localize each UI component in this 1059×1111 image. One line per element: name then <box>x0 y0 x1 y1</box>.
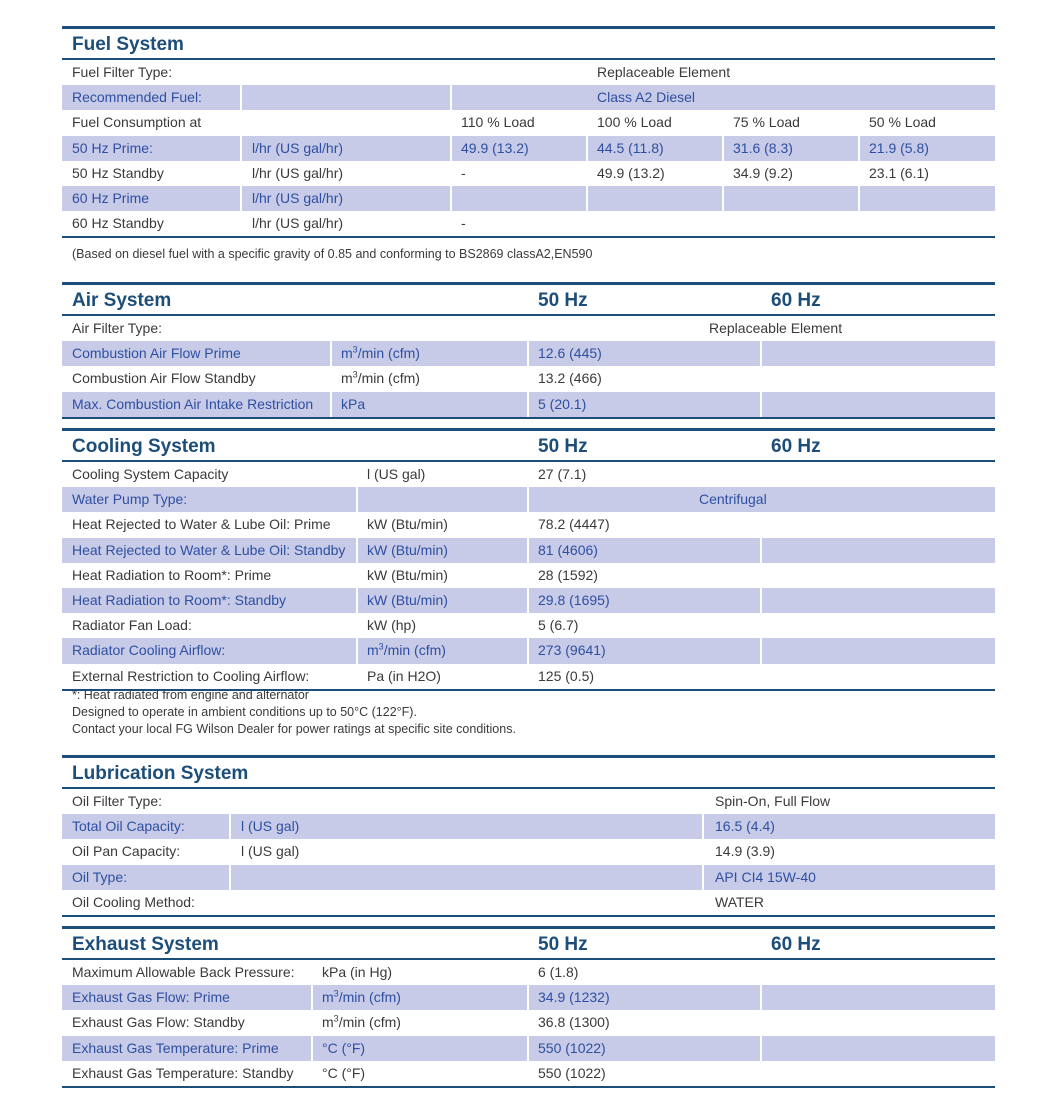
row-label: Total Oil Capacity: <box>72 818 185 835</box>
heat-rejected-standby-row <box>62 538 995 563</box>
value-50hz: 28 (1592) <box>538 566 598 583</box>
lubrication-system-title: Lubrication System <box>72 763 249 784</box>
value-50hz: 5 (20.1) <box>538 395 587 412</box>
value-75: 34.9 (9.2) <box>733 164 793 181</box>
row-unit: l (US gal) <box>367 466 426 482</box>
value-110: - <box>461 215 466 232</box>
cooling-50hz-header: 50 Hz <box>538 436 588 457</box>
row-label: Oil Cooling Method: <box>72 893 195 910</box>
row-label: Heat Rejected to Water & Lube Oil: Standby <box>72 541 346 558</box>
row-label: Heat Radiation to Room*: Standby <box>72 591 287 608</box>
fuel-filter-label: Fuel Filter Type: <box>72 64 173 80</box>
value-50hz: 36.8 (1300) <box>538 1014 610 1031</box>
load-110-header: 110 % Load <box>461 114 535 131</box>
load-50-header: 50 % Load <box>869 114 936 131</box>
recommended-fuel-value: Class A2 Diesel <box>597 89 696 106</box>
value-50: 23.1 (6.1) <box>869 164 929 181</box>
value-50hz: 125 (0.5) <box>538 667 595 684</box>
oil-type-row <box>62 865 995 890</box>
row-label: Maximum Allowable Back Pressure: <box>72 964 295 980</box>
value-100: 44.5 (11.8) <box>597 139 664 156</box>
row-unit: $m^3/\min$ (cfm) <box>322 988 401 1006</box>
row-unit: kW (hp) <box>367 617 416 634</box>
cooling-system-section <box>62 428 995 691</box>
row-label: External Restriction to Cooling Airflow: <box>72 667 310 684</box>
air-60hz-header: 60 Hz <box>771 290 821 311</box>
air-filter-value: Replaceable Element <box>709 320 843 336</box>
total-oil-capacity-row <box>62 814 995 839</box>
row-unit: kW (Btu/min) <box>367 516 448 533</box>
row-label: Cooling System Capacity <box>72 466 229 482</box>
air-flow-standby-row <box>62 366 995 391</box>
row-unit: kPa (in Hg) <box>322 964 393 980</box>
value-110: 49.9 (13.2) <box>461 139 529 156</box>
value-50hz: 273 (9641) <box>538 642 606 659</box>
row-label: Heat Radiation to Room*: Prime <box>72 566 272 583</box>
exhaust-system-header <box>62 926 995 960</box>
row-label: Max. Combustion Air Intake Restriction <box>72 395 314 412</box>
fuel-60hz-prime-row <box>62 186 995 211</box>
row-unit: l (US gal) <box>241 818 300 835</box>
value-100: 49.9 (13.2) <box>597 164 665 181</box>
radiator-airflow-row <box>62 638 995 663</box>
value-50hz: 550 (1022) <box>538 1039 606 1056</box>
row-label: Water Pump Type: <box>72 491 188 508</box>
cooling-system-title: Cooling System <box>72 436 216 457</box>
heat-radiation-standby-row <box>62 588 995 613</box>
fuel-consumption-label: Fuel Consumption at <box>72 114 202 131</box>
value-50hz: 12.6 (445) <box>538 345 602 362</box>
exhaust-flow-standby-row <box>62 1010 995 1035</box>
row-value: WATER <box>715 893 764 910</box>
fuel-filter-value: Replaceable Element <box>597 64 731 80</box>
exhaust-temp-standby-row <box>62 1061 995 1086</box>
external-restriction-row <box>62 664 995 689</box>
value-50hz: 550 (1022) <box>538 1064 606 1081</box>
fuel-system-header <box>62 26 995 60</box>
pump-value: Centrifugal <box>699 491 767 508</box>
row-unit: Pa (in H2O) <box>367 667 441 684</box>
value-110: - <box>461 164 466 181</box>
exhaust-flow-prime-row <box>62 985 995 1010</box>
row-label: Oil Filter Type: <box>72 793 162 809</box>
row-unit: kW (Btu/min) <box>367 566 448 583</box>
row-value: 16.5 (4.4) <box>715 818 775 835</box>
air-flow-prime-row <box>62 341 995 366</box>
air-filter-label: Air Filter Type: <box>72 320 162 336</box>
air-restriction-row <box>62 392 995 417</box>
row-unit: kW (Btu/min) <box>367 541 448 558</box>
fuel-consumption-header-row <box>62 110 995 135</box>
row-label: 50 Hz Standby <box>72 164 164 181</box>
load-75-header: 75 % Load <box>733 114 800 131</box>
row-unit: l (US gal) <box>241 843 300 860</box>
cooling-60hz-header: 60 Hz <box>771 436 821 457</box>
lubrication-system-section <box>62 755 995 917</box>
exhaust-system-title: Exhaust System <box>72 934 219 955</box>
row-label: Oil Type: <box>72 868 127 885</box>
fuel-60hz-standby-row <box>62 211 995 236</box>
fuel-50hz-prime-row <box>62 136 995 161</box>
row-unit: $m^3/\min$ (cfm) <box>341 344 420 362</box>
row-unit: kW (Btu/min) <box>367 591 448 608</box>
cooling-system-header <box>62 428 995 462</box>
row-unit: °C (°F) <box>322 1064 366 1081</box>
value-50hz: 29.8 (1695) <box>538 591 610 608</box>
load-100-header: 100 % Load <box>597 114 672 131</box>
oil-cooling-row <box>62 890 995 915</box>
lubrication-system-header <box>62 755 995 789</box>
row-label: Exhaust Gas Flow: Standby <box>72 1014 245 1031</box>
air-system-header <box>62 282 995 316</box>
recommended-fuel-row <box>62 85 995 110</box>
row-value: API CI4 15W-40 <box>715 868 816 885</box>
row-label: Combustion Air Flow Standby <box>72 370 256 387</box>
row-unit: kPa <box>341 395 366 412</box>
row-unit: $m^3/\min$ (cfm) <box>341 369 420 387</box>
heat-radiation-prime-row <box>62 563 995 588</box>
row-label: Exhaust Gas Temperature: Prime <box>72 1039 279 1056</box>
row-unit: l/hr (US gal/hr) <box>252 139 344 156</box>
radiator-fan-load-row <box>62 613 995 638</box>
value-50hz: 78.2 (4447) <box>538 516 610 533</box>
fuel-system-section <box>62 26 995 238</box>
back-pressure-row <box>62 960 995 985</box>
cooling-note-1: *: Heat radiated from engine and alternator <box>72 688 309 702</box>
value-50hz: 27 (7.1) <box>538 466 587 482</box>
row-label: Radiator Fan Load: <box>72 617 192 634</box>
row-label: 60 Hz Prime <box>72 189 150 206</box>
row-label: Heat Rejected to Water & Lube Oil: Prime <box>72 516 331 533</box>
row-label: Combustion Air Flow Prime <box>72 345 241 362</box>
heat-rejected-prime-row <box>62 512 995 537</box>
row-unit: $m^3/\min$ (cfm) <box>322 1013 401 1031</box>
air-system-section <box>62 282 995 419</box>
value-50hz: 81 (4606) <box>538 541 598 558</box>
oil-filter-value: Spin-On, Full Flow <box>715 793 831 809</box>
cooling-note-2: Designed to operate in ambient conditions up to 50°C (122°F). <box>72 705 417 719</box>
row-label: Oil Pan Capacity: <box>72 843 181 860</box>
row-label: Exhaust Gas Flow: Prime <box>72 989 230 1006</box>
value-50hz: 6 (1.8) <box>538 964 579 980</box>
recommended-fuel-label: Recommended Fuel: <box>72 89 202 106</box>
air-50hz-header: 50 Hz <box>538 290 588 311</box>
row-unit: l/hr (US gal/hr) <box>252 215 344 232</box>
exhaust-system-section <box>62 926 995 1088</box>
fuel-system-title: Fuel System <box>72 34 184 55</box>
value-50hz: 13.2 (466) <box>538 370 602 387</box>
value-50hz: 5 (6.7) <box>538 617 579 634</box>
air-filter-row <box>62 316 995 341</box>
row-label: 50 Hz Prime: <box>72 139 153 156</box>
row-label: Exhaust Gas Temperature: Standby <box>72 1064 294 1081</box>
value-50hz: 34.9 (1232) <box>538 989 610 1006</box>
fuel-filter-row <box>62 60 995 85</box>
row-unit: $m^3/\min$ (cfm) <box>367 641 446 659</box>
cooling-note-3: Contact your local FG Wilson Dealer for power ratings at specific site conditions. <box>72 722 516 736</box>
row-unit: °C (°F) <box>322 1039 366 1056</box>
oil-pan-capacity-row <box>62 839 995 864</box>
oil-filter-row <box>62 789 995 814</box>
cooling-notes <box>72 687 516 738</box>
value-50: 21.9 (5.8) <box>869 139 929 156</box>
value-75: 31.6 (8.3) <box>733 139 793 156</box>
fuel-50hz-standby-row <box>62 161 995 186</box>
exhaust-60hz-header: 60 Hz <box>771 934 821 955</box>
water-pump-row <box>62 487 995 512</box>
fuel-note: (Based on diesel fuel with a specific gravity of 0.85 and conforming to BS2869 classA2,EN590 <box>72 247 593 261</box>
row-label: Radiator Cooling Airflow: <box>72 642 226 659</box>
exhaust-temp-prime-row <box>62 1036 995 1061</box>
row-unit: l/hr (US gal/hr) <box>252 189 344 206</box>
row-label: 60 Hz Standby <box>72 215 164 232</box>
air-system-title: Air System <box>72 290 172 311</box>
row-value: 14.9 (3.9) <box>715 843 775 860</box>
row-unit: l/hr (US gal/hr) <box>252 164 344 181</box>
exhaust-50hz-header: 50 Hz <box>538 934 588 955</box>
cooling-capacity-row <box>62 462 995 487</box>
